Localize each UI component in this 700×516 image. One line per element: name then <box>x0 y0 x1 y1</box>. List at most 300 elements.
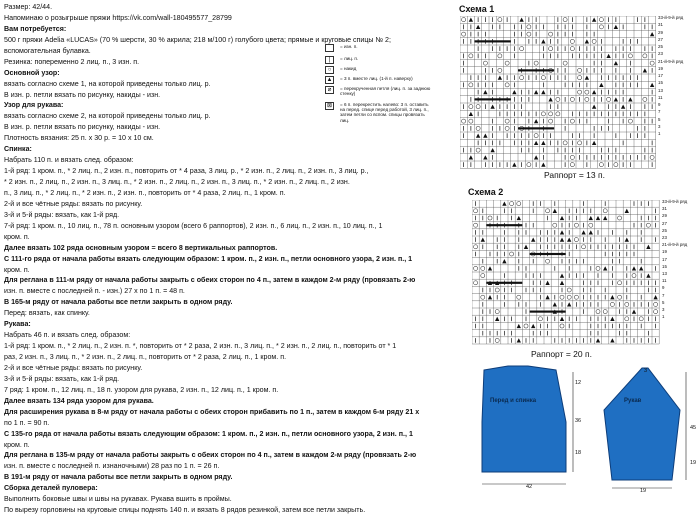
yarn-over <box>560 295 564 299</box>
yarn-over <box>585 97 589 101</box>
decrease-stitch <box>476 25 480 29</box>
yarn-over <box>589 223 593 227</box>
yarn-over <box>469 119 473 123</box>
text-line: Далее вязать 102 ряда основным узором = всего 8 вертикальных раппортов. <box>4 243 278 252</box>
front-side-label: 36 <box>575 418 582 424</box>
decrease-stitch <box>498 75 502 79</box>
yarn-over <box>556 97 560 101</box>
yarn-over <box>563 141 567 145</box>
cable-cross <box>486 224 522 226</box>
yarn-over <box>650 61 654 65</box>
row-number-label: 25 <box>658 44 663 49</box>
text-line: Размер: 42/44. <box>4 3 53 11</box>
decrease-stitch <box>502 259 506 263</box>
yarn-over <box>474 245 478 249</box>
yarn-over <box>599 25 603 29</box>
legend-symbol-icon: ⌀ <box>325 86 334 94</box>
text-line: раз, 2 изн. п., 3 лиц. п., * 2 изн. п., 2 лиц. п., повторить от * 2 раза, 2 лиц. п., 1 кром. п. <box>4 353 287 361</box>
text-line: кром. п. <box>4 232 30 241</box>
decrease-stitch <box>560 281 564 285</box>
row-number-label: 31 <box>658 22 663 28</box>
yarn-over <box>570 47 574 51</box>
yarn-over <box>563 61 567 65</box>
text-line: * 2 изн. п., 2 лиц. п., 2 изн. п., 3 лиц. п., * 2 изн. п., 2 лиц. п., 2 изн. п., 3 лиц. п., * 2 изн. п., 2 лиц. п., 2 изн. <box>4 178 350 186</box>
text-line: В 191-м ряду от начала работы все петли закрыть в одном ряду. <box>4 473 233 482</box>
decrease-stitch <box>490 148 494 152</box>
text-line: Резинка: попеременно 2 лиц. п., 3 изн. п. <box>4 57 140 66</box>
row-number-label: 13 <box>662 271 667 276</box>
cable-cross <box>518 127 554 129</box>
yarn-over <box>610 302 614 306</box>
decrease-stitch <box>621 104 625 108</box>
yarn-over <box>505 61 509 65</box>
yarn-over <box>570 119 574 123</box>
decrease-stitch <box>603 216 607 220</box>
row-number-label: 3 <box>662 307 665 312</box>
decrease-stitch <box>476 133 480 137</box>
row-number-label: 29 <box>658 29 663 35</box>
row-number-label: 3 <box>658 123 661 129</box>
yarn-over <box>476 126 480 130</box>
yarn-over <box>541 76 545 80</box>
yarn-over <box>476 105 480 109</box>
yarn-over <box>469 54 473 58</box>
sleeve-width-label: 19 <box>640 488 647 494</box>
text-line: 7 ряд: 1 кром. п., 12 лиц. п., 18 п. узором для рукава, 2 изн. п., 12 лиц. п., 1 кром. п. <box>4 385 279 394</box>
decrease-stitch <box>545 295 549 299</box>
yarn-over <box>570 163 574 167</box>
yarn-over <box>599 163 603 167</box>
decrease-stitch <box>495 317 499 321</box>
yarn-over <box>603 310 607 314</box>
sleeve-side-label-2: 19 <box>690 460 697 466</box>
yarn-over <box>481 274 485 278</box>
decrease-stitch <box>646 273 650 277</box>
text-line: изн. п. вместе с последней п. изнаночными) 28 раз по 1 п. = 26 п. <box>4 462 220 471</box>
yarn-over <box>574 295 578 299</box>
legend-text: = накид <box>340 66 357 71</box>
yarn-over <box>538 317 542 321</box>
decrease-stitch <box>488 295 492 299</box>
decrease-stitch <box>541 141 545 145</box>
text-line: Для реглана в 135-м ряду от начала работы закрыть с обеих сторон по 4 п., затем в каждом 2-м ряду (провязать 2-ю <box>4 451 417 460</box>
yarn-over <box>534 61 538 65</box>
decrease-stitch <box>560 230 564 234</box>
yarn-over <box>483 61 487 65</box>
legend-text: = 6 п. перекрестить налево: 3 п. оставить на перед. спице перед работой, 3 лиц. п., затем петли со вспом. спицы провязать лиц. <box>340 102 429 123</box>
decrease-stitch <box>512 162 516 166</box>
yarn-over <box>596 266 600 270</box>
row-number-label: 11 <box>662 278 667 284</box>
cable-cross <box>475 40 511 42</box>
yarn-over <box>469 105 473 109</box>
legend-symbol-icon: ▲ <box>326 77 333 83</box>
yarn-over <box>567 295 571 299</box>
decrease-stitch <box>534 119 538 123</box>
yarn-over <box>534 134 538 138</box>
decrease-stitch <box>517 324 521 328</box>
decrease-stitch <box>531 237 535 241</box>
row-number-label: 13 <box>658 87 663 93</box>
row-number-label: 19 <box>658 65 663 71</box>
schema2-rapport: Раппорт = 20 п. <box>531 349 592 359</box>
cable-cross <box>475 98 511 100</box>
decrease-stitch <box>614 97 618 101</box>
decrease-stitch <box>625 209 629 213</box>
row-number-label: 29 <box>662 213 667 219</box>
decrease-stitch <box>483 133 487 137</box>
decrease-stitch <box>606 54 610 58</box>
row-number-label: 15 <box>658 80 663 86</box>
decrease-stitch <box>560 317 564 321</box>
yarn-over <box>549 119 553 123</box>
text-line: 2-й и все чётные ряды: вязать по рисунку. <box>4 363 143 372</box>
decrease-stitch <box>553 302 557 306</box>
row-number-label: 9 <box>658 102 661 107</box>
decrease-stitch <box>553 209 557 213</box>
yarn-over <box>650 155 654 159</box>
decrease-stitch <box>596 216 600 220</box>
decrease-stitch <box>589 216 593 220</box>
yarn-over <box>505 83 509 87</box>
cable-cross <box>518 69 554 71</box>
yarn-over <box>574 223 578 227</box>
row-number-label: 15 <box>662 263 667 269</box>
decrease-stitch <box>531 324 535 328</box>
sleeve-top-label: 3 <box>644 368 648 374</box>
yarn-over <box>632 274 636 278</box>
yarn-over <box>541 112 545 116</box>
decrease-stitch <box>628 97 632 101</box>
yarn-over <box>546 259 550 263</box>
cable-cross <box>486 282 522 284</box>
row-number-label: 7 <box>658 109 661 115</box>
decrease-stitch <box>610 295 614 299</box>
decrease-stitch <box>643 68 647 72</box>
decrease-stitch <box>534 155 538 159</box>
yarn-over <box>462 18 466 22</box>
text-line: Плотность вязания: 25 п. х 30 р. = 10 х 10 см. <box>4 134 154 143</box>
decrease-stitch <box>589 230 593 234</box>
decrease-stitch <box>585 39 589 43</box>
front-side-label-2: 18 <box>575 450 582 456</box>
schema1-chart <box>460 16 656 170</box>
legend-text: = изн. п. <box>340 44 358 49</box>
yarn-over <box>556 112 560 116</box>
text-line: Далее вязать 134 ряда узором для рукава. <box>4 396 154 405</box>
row-number-label: 5 <box>658 116 661 122</box>
yarn-over <box>592 39 596 43</box>
decrease-stitch <box>548 97 552 101</box>
decrease-stitch <box>490 104 494 108</box>
legend-text: = перекрученная петля (лиц. п. за заднюю стенку) <box>340 86 431 97</box>
legend-symbol-icon <box>325 44 334 52</box>
legend-item <box>325 76 432 84</box>
text-line: Сборка деталей пуловера: <box>4 484 98 493</box>
yarn-over <box>476 148 480 152</box>
yarn-over <box>639 317 643 321</box>
text-line: Перед: вязать, как спинку. <box>4 309 90 318</box>
decrease-stitch <box>650 32 654 36</box>
row-number-label: 23 <box>658 51 663 57</box>
yarn-over <box>462 119 466 123</box>
text-line: Спинка: <box>4 145 32 154</box>
legend-item <box>325 66 432 74</box>
yarn-over <box>618 216 622 220</box>
text-line: п., 3 лиц. п., * 2 лиц. п., * 2 изн. п., 2 изн. п., повторить от * 4 раза, 2 лиц. п., 1 кром. п. <box>4 188 286 197</box>
decrease-stitch <box>599 83 603 87</box>
yarn-over <box>549 47 553 51</box>
sleeve-side-label: 45 <box>690 425 697 431</box>
decrease-stitch <box>585 75 589 79</box>
decrease-stitch <box>545 281 549 285</box>
decrease-stitch <box>481 237 485 241</box>
yarn-over <box>498 18 502 22</box>
text-line: Рукава: <box>4 320 31 329</box>
legend-item <box>325 86 432 96</box>
yarn-over <box>517 202 521 206</box>
schema1-rapport: Раппорт = 13 п. <box>544 170 605 180</box>
text-line: Набрать 46 п. и вязать след. образом: <box>4 331 131 340</box>
yarn-over <box>517 295 521 299</box>
legend-text: = 3 п. вместе лиц. (1-й п. наверху) <box>340 76 413 81</box>
decrease-stitch <box>524 245 528 249</box>
yarn-over <box>495 288 499 292</box>
yarn-over <box>474 223 478 227</box>
row-number-label: 11 <box>658 94 663 100</box>
yarn-over <box>599 18 603 22</box>
yarn-over <box>570 155 574 159</box>
legend-item <box>325 102 432 123</box>
yarn-over <box>520 76 524 80</box>
yarn-over <box>560 324 564 328</box>
decrease-stitch <box>541 162 545 166</box>
front-back-pattern <box>470 362 582 494</box>
yarn-over <box>625 302 629 306</box>
yarn-over <box>574 238 578 242</box>
row-number-label: 17 <box>658 73 663 78</box>
yarn-over <box>614 163 618 167</box>
text-line: 500 г пряжи Adelia «LUCAS» (70 % шерсти, 30 % акрила; 218 м/100 г) голубого цвета; прямые и круговые спицы № 2; <box>4 35 391 44</box>
front-back-label: Перед и спинка <box>490 398 537 404</box>
text-line: Вам потребуется: <box>4 24 67 33</box>
legend-text: = лиц. п. <box>340 56 359 61</box>
legend-symbol-icon: ⊠ <box>326 103 333 109</box>
decrease-stitch <box>560 273 564 277</box>
yarn-over <box>585 90 589 94</box>
decrease-stitch <box>610 317 614 321</box>
decrease-stitch <box>469 112 473 116</box>
yarn-over <box>603 209 607 213</box>
yarn-over <box>654 310 658 314</box>
decrease-stitch <box>625 237 629 241</box>
decrease-stitch <box>560 216 564 220</box>
yarn-over <box>495 338 499 342</box>
row-number-label: 1 <box>662 314 665 320</box>
yarn-over <box>628 54 632 58</box>
yarn-over <box>495 310 499 314</box>
decrease-stitch <box>541 90 545 94</box>
row-number-label: 27 <box>658 36 663 42</box>
text-line: С 135-го ряда от начала работы вязать следующим образом: 1 кром. п., 2 изн. п., петли основного узора, 2 изн. п., 1 <box>4 429 413 438</box>
yarn-over <box>481 295 485 299</box>
row-number-label: 27 <box>662 220 667 226</box>
text-line: Узор для рукава: <box>4 101 64 110</box>
text-line: кром. п. <box>4 265 30 274</box>
text-line: 1-й ряд: 1 кром. п., * 2 лиц. п., 2 изн. п. *, повторить от * 2 раза, 2 изн. п., 3 лиц. п., * 2 изн. п., 2 лиц. п., повторить от * 1 <box>4 342 397 351</box>
yarn-over <box>527 32 531 36</box>
text-line: вязать согласно схеме 1, на которой приведены только лиц. р. <box>4 79 211 88</box>
text-line: 1-й ряд: 1 кром. п., * 2 лиц. п., 2 изн. п., повторить от * 4 раза, 3 лиц. р., * 2 изн. п., 2 лиц. п., 2 изн. п., 3 лиц. р., <box>4 167 369 176</box>
cable-cross <box>530 253 566 255</box>
yarn-over <box>498 54 502 58</box>
row-number-label: 23 <box>662 235 667 240</box>
yarn-over <box>578 68 582 72</box>
yarn-over <box>618 295 622 299</box>
yarn-over <box>520 47 524 51</box>
grid-lines <box>472 200 659 344</box>
yarn-over <box>527 25 531 29</box>
sleeve-pattern <box>596 362 696 494</box>
legend-symbol-icon: | <box>325 56 334 64</box>
text-line: 2-й и все чётные ряды: вязать по рисунку. <box>4 199 143 208</box>
decrease-stitch <box>512 90 516 94</box>
text-line: По вырезу горловины на круговые спицы поднять 140 п. и вязать 8 рядов резинкой, затем все петли закрыть. <box>4 506 366 515</box>
decrease-stitch <box>632 266 636 270</box>
row-number-label: 33-й-9-й ряд <box>662 199 688 204</box>
decrease-stitch <box>469 155 473 159</box>
yarn-over <box>553 223 557 227</box>
front-back-shape <box>482 366 566 472</box>
text-line: В изн. р. петли вязать по рисунку, накиды - изн. <box>4 123 161 132</box>
decrease-stitch <box>567 237 571 241</box>
text-line: Для реглана в 111-м ряду от начала работы закрыть с обеих сторон по 4 п., затем в каждом 2-м ряду (провязать 2-ю <box>4 276 416 285</box>
text-line: Набрать 110 п. и вязать след. образом: <box>4 156 134 165</box>
yarn-over <box>462 32 466 36</box>
decrease-stitch <box>646 245 650 249</box>
yarn-over <box>578 141 582 145</box>
text-line: изн. п. вместе с последней п. - изн.) 27 х по 1 п. = 48 п. <box>4 287 185 296</box>
yarn-over <box>607 97 611 101</box>
decrease-stitch <box>639 266 643 270</box>
yarn-over <box>498 68 502 72</box>
decrease-stitch <box>517 338 521 342</box>
legend-symbol-icon: ○ <box>325 66 334 74</box>
yarn-over <box>643 54 647 58</box>
text-line: 3-й и 5-й ряды: вязать, как 1-й ряд. <box>4 210 120 219</box>
yarn-over <box>481 266 485 270</box>
legend-item <box>325 56 432 64</box>
decrease-stitch <box>614 61 618 65</box>
yarn-over <box>618 281 622 285</box>
sleeve-label: Рукав <box>624 398 642 404</box>
decrease-stitch <box>567 302 571 306</box>
schema2-title: Схема 2 <box>468 187 504 197</box>
decrease-stitch <box>534 90 538 94</box>
row-number-label: 33-й-9-й ряд <box>658 15 684 20</box>
decrease-stitch <box>592 17 596 21</box>
text-line: кром. п. <box>4 440 30 449</box>
front-width-label: 42 <box>526 484 533 490</box>
yarn-over <box>596 310 600 314</box>
decrease-stitch <box>592 104 596 108</box>
text-line: 7-й ряд: 1 кром. п., 10 лиц. п., 78 п. основным узором (всего 6 раппортов), 2 изн. п., 6 лиц. п., 2 изн. п., 10 лиц. п., 1 <box>4 221 383 230</box>
yarn-over <box>488 216 492 220</box>
yarn-over <box>510 252 514 256</box>
text-line: вязать согласно схеме 2, на которой приведены только лиц. р. <box>4 112 211 121</box>
text-line: Выполнить боковые швы и швы на рукавах. Рукава вшить в проймы. <box>4 495 232 504</box>
yarn-over <box>549 32 553 36</box>
row-number-label: 7 <box>662 292 665 298</box>
schema2-chart <box>472 200 660 346</box>
decrease-stitch <box>541 39 545 43</box>
yarn-over <box>524 324 528 328</box>
yarn-over <box>474 266 478 270</box>
yarn-over <box>469 83 473 87</box>
decrease-stitch <box>650 83 654 87</box>
yarn-over <box>474 209 478 213</box>
yarn-over <box>505 119 509 123</box>
row-number-label: 19 <box>662 249 667 255</box>
decrease-stitch <box>502 201 506 205</box>
decrease-stitch <box>560 237 564 241</box>
text-line: Основной узор: <box>4 68 60 77</box>
text-line: Для расширения рукава в 8-м ряду от начала работы с обеих сторон прибавить по 1 п., затем в каждом 6-м ряду 21 х <box>4 407 420 416</box>
yarn-over <box>628 119 632 123</box>
yarn-over <box>570 97 574 101</box>
row-number-label: 21-й-9-й ряд <box>658 58 684 64</box>
row-number-label: 21-й-9-й ряд <box>662 242 688 248</box>
decrease-stitch <box>483 155 487 159</box>
row-number-label: 25 <box>662 227 667 233</box>
row-number-label: 17 <box>662 256 667 262</box>
text-line: вспомогательная булавка. <box>4 46 91 55</box>
text-line: по 1 п. = 90 п. <box>4 418 50 427</box>
decrease-stitch <box>603 266 607 270</box>
text-line: 3-й и 5-й ряды: вязать, как 1-й ряд. <box>4 374 120 383</box>
decrease-stitch <box>581 230 585 234</box>
yarn-over <box>578 76 582 80</box>
yarn-over <box>567 288 571 292</box>
decrease-stitch <box>483 90 487 94</box>
yarn-over <box>527 163 531 167</box>
yarn-over <box>505 126 509 130</box>
cable-cross <box>530 311 566 313</box>
yarn-over <box>646 223 650 227</box>
yarn-over <box>546 209 550 213</box>
decrease-stitch <box>517 216 521 220</box>
decrease-stitch <box>610 338 614 342</box>
text-line: С 111-го ряда от начала работы вязать следующим образом: 1 кром. п., 2 изн. п., петли основного узора, 2 изн. п., 1 <box>4 254 413 263</box>
yarn-over <box>549 112 553 116</box>
sleeve-shape <box>604 368 680 480</box>
legend-item <box>325 44 432 52</box>
yarn-over <box>510 202 514 206</box>
text-line: В 165-м ряду от начала работы все петли закрыть в одном ряду. <box>4 298 233 307</box>
text-line: Напоминаю о розыгрыше пряжи https://vk.com/wall-180495577_28799 <box>4 13 232 22</box>
decrease-stitch <box>534 141 538 145</box>
row-number-label: 5 <box>662 299 665 305</box>
decrease-stitch <box>488 266 492 270</box>
yarn-over <box>643 97 647 101</box>
decrease-stitch <box>653 295 657 299</box>
decrease-stitch <box>592 90 596 94</box>
text-line: В изн. р. петли вязать по рисунку, накиды - изн. <box>4 90 161 99</box>
row-number-label: 9 <box>662 285 665 291</box>
yarn-over <box>625 317 629 321</box>
decrease-stitch <box>596 338 600 342</box>
schema1-title: Схема 1 <box>459 4 495 14</box>
